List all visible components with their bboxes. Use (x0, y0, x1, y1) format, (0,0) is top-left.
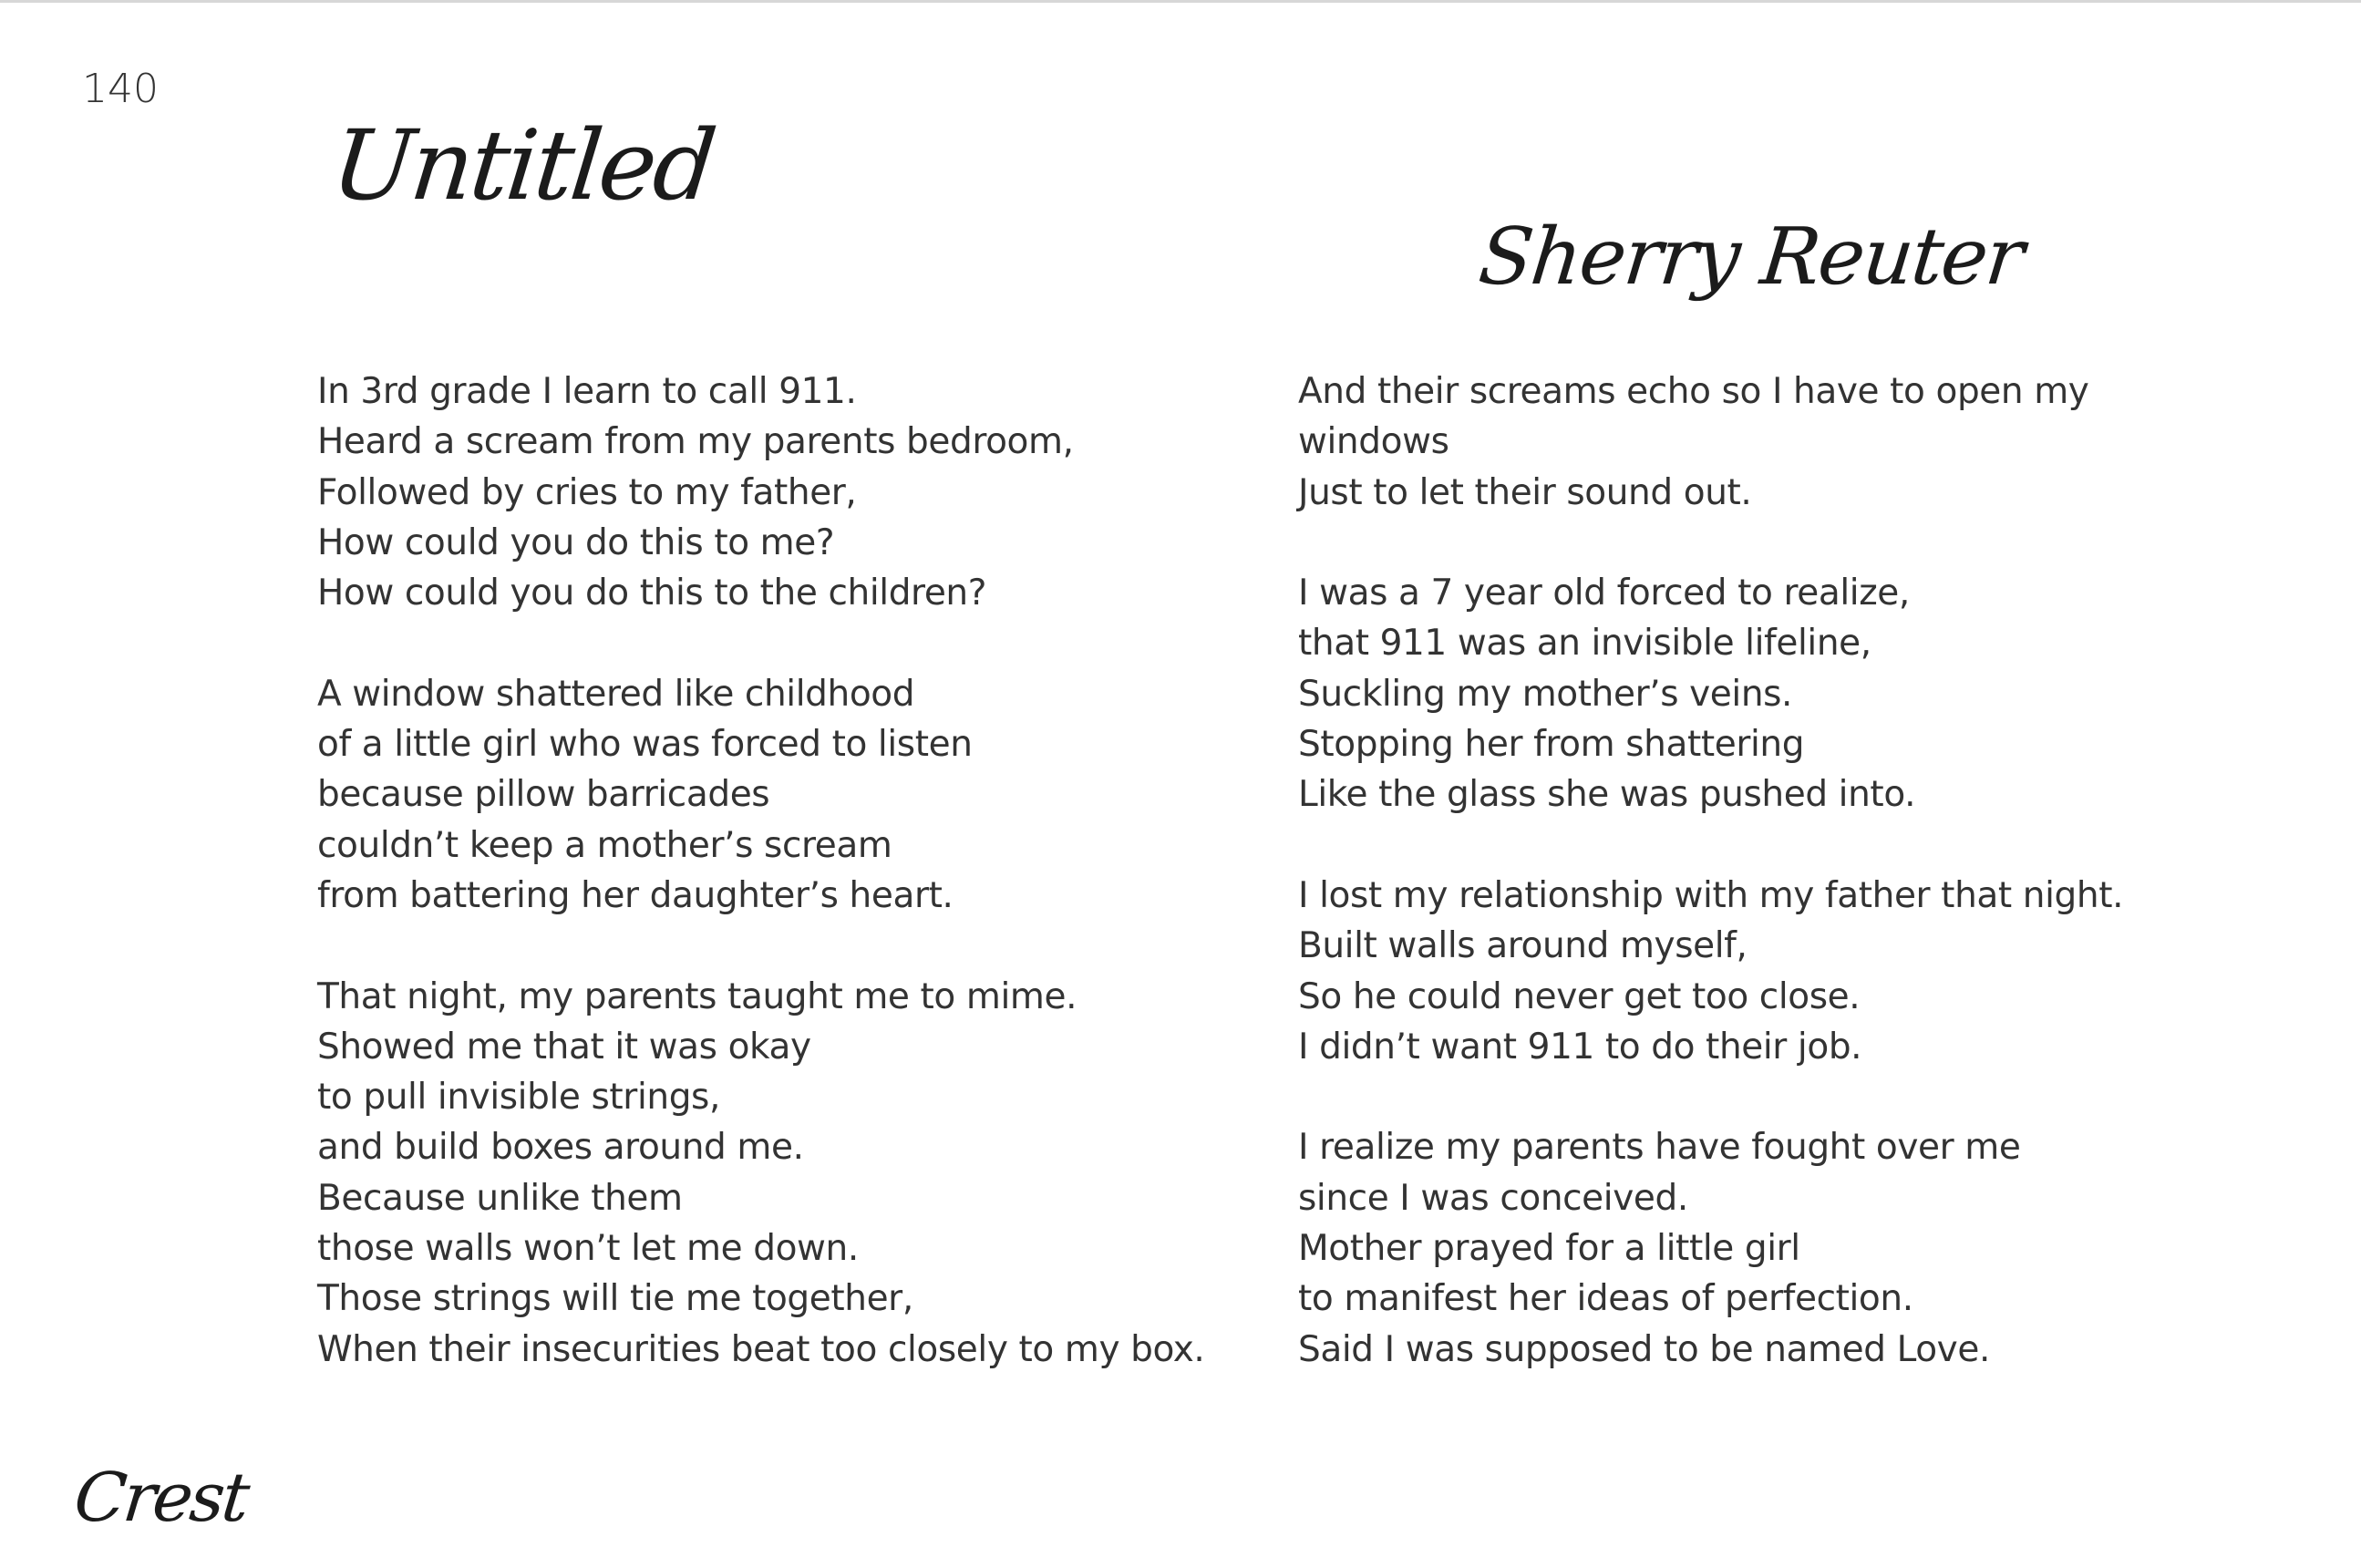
stanza (317, 366, 1229, 618)
poem-title: Untitled (326, 109, 719, 222)
poem-line: I realize my parents have fought over me (1298, 1127, 2021, 1169)
poem-line: Just to let their sound out. (1298, 471, 1752, 513)
poem-line: Showed me that it was okay (317, 1026, 811, 1068)
poem-line: of a little girl who was forced to listen (317, 724, 973, 766)
poem-line: to pull invisible strings, (317, 1077, 720, 1119)
poem-line: That night, my parents taught me to mime. (317, 975, 1077, 1017)
poem-line: I lost my relationship with my father that night. (1298, 874, 2124, 916)
poem-line: couldn’t keep a mother’s scream (317, 824, 892, 866)
poem-line: Followed by cries to my father, (317, 471, 857, 513)
poem-line: from battering her daughter’s heart. (317, 874, 954, 916)
poem-line: since I was conceived. (1298, 1177, 1688, 1219)
poem-line: Stopping her from shattering (1298, 724, 1805, 766)
poem-line: Suckling my mother’s veins. (1298, 673, 1793, 715)
poem-line: In 3rd grade I learn to call 911. (317, 371, 857, 412)
stanza (1298, 1122, 2119, 1374)
stanza (317, 669, 1229, 921)
poem-line: How could you do this to me? (317, 521, 835, 563)
poem-line: I was a 7 year old forced to realize, (1298, 573, 1910, 614)
poem-line: those walls won’t let me down. (317, 1228, 859, 1270)
page-number: 140 (82, 66, 159, 112)
poem-line: to manifest her ideas of perfection. (1298, 1278, 1913, 1320)
poem-line: When their insecurities beat too closely to my box. (317, 1328, 1205, 1370)
stanza (1298, 871, 2124, 1072)
poem-line: Heard a scream from my parents bedroom, (317, 421, 1074, 463)
poem-line: Mother prayed for a little girl (1298, 1228, 1800, 1270)
magazine-logo: Crest (70, 1459, 252, 1537)
poem-line: windows (1298, 421, 1449, 463)
stanza (317, 972, 1229, 1375)
poem-line: Like the glass she was pushed into. (1298, 774, 1916, 816)
poem-right-column (1298, 366, 2124, 1375)
stanza (1298, 366, 2119, 518)
poem-left-column (317, 366, 1229, 1375)
top-rule (0, 0, 2361, 3)
poem-line: A window shattered like childhood (317, 673, 915, 715)
poem-line: Built walls around myself, (1298, 925, 1748, 967)
poem-line: Said I was supposed to be named Love. (1298, 1328, 1990, 1370)
poem-line: How could you do this to the children? (317, 573, 987, 614)
poem-line: because pillow barricades (317, 774, 770, 816)
poem-line: Those strings will tie me together, (317, 1278, 913, 1320)
poem-line: that 911 was an invisible lifeline, (1298, 623, 1871, 665)
poem-line: So he could never get too close. (1298, 975, 1861, 1017)
stanza (1298, 568, 2119, 820)
poem-line: Because unlike them (317, 1177, 683, 1219)
author-name: Sherry Reuter (1474, 211, 2027, 303)
poem-line: I didn’t want 911 to do their job. (1298, 1026, 1862, 1068)
poem-line: and build boxes around me. (317, 1127, 804, 1169)
poem-line: And their screams echo so I have to open my (1298, 371, 2089, 412)
